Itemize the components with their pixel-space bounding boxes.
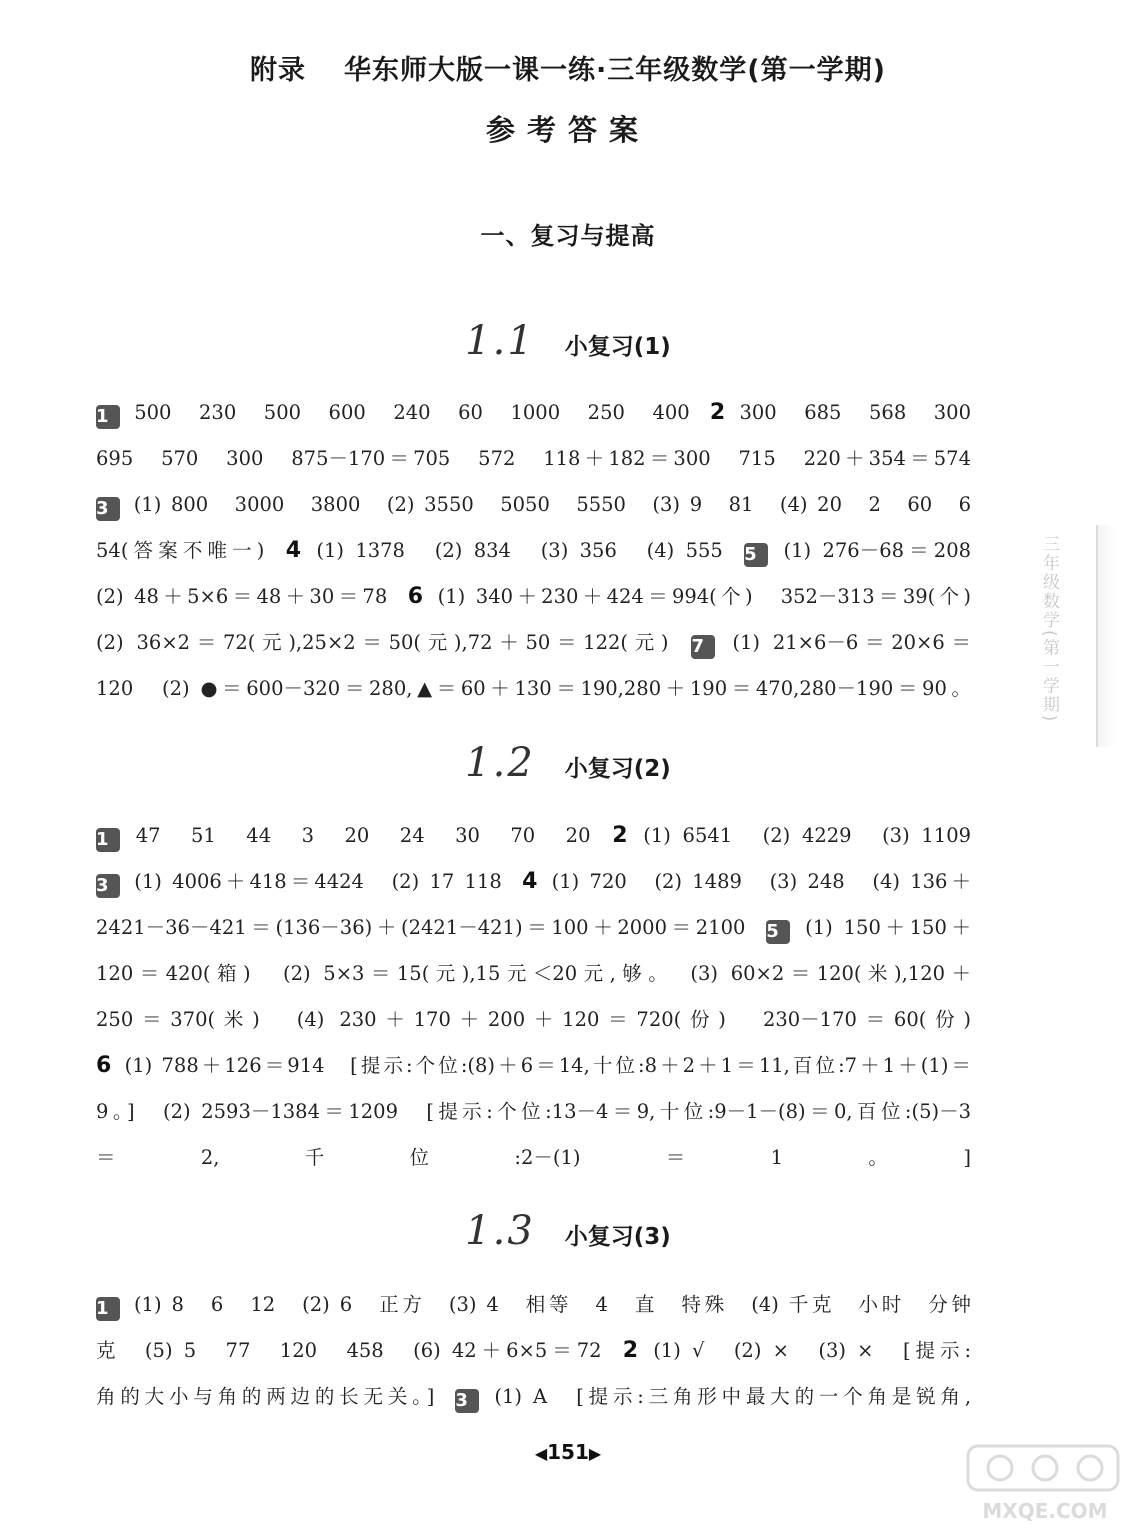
answer-line xyxy=(96,482,981,528)
answer-text: 克 (5) 5 77 120 458 (6) 42＋6×5＝72 xyxy=(96,1339,602,1362)
appendix-label: 附录 xyxy=(250,55,307,86)
answer-line xyxy=(96,859,981,905)
answer-line xyxy=(96,666,981,712)
question-number-badge: 7 xyxy=(691,635,715,659)
answers-title: 参考答案 xyxy=(485,113,650,147)
question-number-badge: 3 xyxy=(96,497,120,521)
lesson-title: 小复习(3) xyxy=(564,1224,671,1250)
answer-text: (2) 48＋5×6＝48＋30＝78 xyxy=(96,585,388,608)
lesson-number: 1.2 xyxy=(465,740,535,786)
page-number-value: 151 xyxy=(547,1440,589,1464)
answer-text: 500 230 500 600 240 60 1000 250 400 xyxy=(134,401,690,424)
answer-line xyxy=(96,951,981,997)
answer-text: (1) 720 (2) 1489 (3) 248 (4) 136＋ xyxy=(551,870,972,893)
answer-text: (2) 36×2＝72(元),25×2＝50(元),72＋50＝122(元) xyxy=(96,631,669,654)
question-number-badge: 6 xyxy=(407,584,424,609)
right-arrow-icon: ▶ xyxy=(588,1444,602,1463)
section-title: 一、复习与提高 xyxy=(480,222,656,250)
question-number-badge: 1 xyxy=(96,828,120,852)
answer-line xyxy=(96,1089,981,1135)
question-number-badge: 6 xyxy=(96,1053,112,1078)
answer-text: 120＝420(箱) (2) 5×3＝15(元),15元＜20元,够。 (3) 60×2＝120(米),120＋ xyxy=(96,962,971,985)
lesson-number: 1.3 xyxy=(465,1208,535,1254)
answer-line xyxy=(96,1043,981,1089)
lesson-heading-1-2 xyxy=(0,740,1136,786)
question-number-badge: 5 xyxy=(766,920,790,944)
answer-text: ＝2,千位:2－(1)＝1。] xyxy=(96,1146,971,1169)
answer-line xyxy=(96,390,981,436)
answer-text: 2421－36－421＝(136－36)＋(2421－421)＝100＋2000＝2100 xyxy=(96,916,746,939)
lesson-title: 小复习(2) xyxy=(564,756,671,782)
watermark-logo xyxy=(960,1440,1130,1530)
answer-line xyxy=(96,813,981,859)
answer-text: (1) 800 3000 3800 (2) 3550 5050 5550 (3) 9 81 (4) 20 2 60 6 xyxy=(133,493,971,516)
question-number-badge: 2 xyxy=(622,1338,639,1363)
answer-text: 120 (2) ●＝600－320＝280,▲＝60＋130＝190,280＋190＝470,280－190＝90。 xyxy=(96,677,971,700)
question-number-badge: 4 xyxy=(285,538,302,563)
answer-text: 47 51 44 3 20 24 30 70 20 xyxy=(135,824,591,847)
answer-text: (1) 1378 (2) 834 (3) 356 (4) 555 xyxy=(316,539,723,562)
question-number-badge: 2 xyxy=(612,823,628,848)
answer-line xyxy=(96,905,981,951)
book-title: 华东师大版一课一练·三年级数学(第一学期) xyxy=(344,55,886,86)
answer-text: (1) 340＋230＋424＝994(个) 352－313＝39(个) xyxy=(437,585,972,608)
answer-line xyxy=(96,1282,981,1328)
answer-text: 角的大小与角的两边的长无关。] xyxy=(96,1385,435,1408)
lesson-1-2-answers xyxy=(96,813,981,1181)
answer-line xyxy=(96,620,981,666)
answer-line xyxy=(96,1135,981,1181)
question-number-badge: 4 xyxy=(522,869,538,894)
answer-line xyxy=(96,1374,981,1420)
left-arrow-icon: ◀ xyxy=(534,1444,548,1463)
svg-text:MXQE.COM: MXQE.COM xyxy=(982,1499,1108,1523)
answer-text: (1) √ (2) × (3) × [提示: xyxy=(653,1339,972,1362)
side-tab xyxy=(1096,525,1116,747)
question-number-badge: 1 xyxy=(96,405,120,429)
lesson-title: 小复习(1) xyxy=(564,334,671,360)
book-header xyxy=(0,48,1136,87)
question-number-badge: 1 xyxy=(96,1297,120,1321)
question-number-badge: 3 xyxy=(96,874,120,898)
answer-line xyxy=(96,436,981,482)
answer-text: (1) 8 6 12 (2) 6 正方 (3) 4 相等 4 直 特殊 (4) 千克 小时 分钟 xyxy=(133,1293,971,1316)
answer-line xyxy=(96,1328,981,1374)
answer-text: 300 685 568 300 xyxy=(739,401,971,424)
lesson-heading-1-1 xyxy=(0,318,1136,364)
lesson-1-3-answers xyxy=(96,1282,981,1420)
answer-text: (1) 150＋150＋ xyxy=(805,916,972,939)
answer-text: (1) 788＋126＝914 [提示:个位:(8)＋6＝14,十位:8＋2＋1＝11,百位:7＋1＋(1)＝ xyxy=(124,1054,972,1077)
lesson-1-1-answers xyxy=(96,390,981,712)
answer-text: (1) 6541 (2) 4229 (3) 1109 xyxy=(643,824,972,847)
answer-text: 9。] (2) 2593－1384＝1209 [提示:个位:13－4＝9,十位:9－1－(8)＝0,百位:(5)－3 xyxy=(96,1100,971,1123)
answer-line xyxy=(96,528,981,574)
answer-line xyxy=(96,574,981,620)
answer-text: (1) A [提示:三角形中最大的一个角是锐角, xyxy=(494,1385,972,1408)
answer-text: 250＝370(米) (4) 230＋170＋200＋120＝720(份) 230－170＝60(份) xyxy=(96,1008,971,1031)
answer-text: 695 570 300 875－170＝705 572 118＋182＝300 715 220＋354＝574 xyxy=(96,447,971,470)
answer-text: (1) 21×6－6＝20×6＝ xyxy=(732,631,972,654)
lesson-heading-1-3 xyxy=(0,1208,1136,1254)
question-number-badge: 2 xyxy=(709,400,726,425)
answer-line xyxy=(96,997,981,1043)
answer-text: (1) 4006＋418＝4424 (2) 17 118 xyxy=(134,870,502,893)
answer-text: (1) 276－68＝208 xyxy=(783,539,972,562)
lesson-number: 1.1 xyxy=(465,318,535,364)
question-number-badge: 5 xyxy=(744,543,768,567)
question-number-badge: 3 xyxy=(455,1389,479,1413)
side-label: 三年级数学(第一学期) xyxy=(1039,535,1059,724)
answer-text: 54(答案不唯一) xyxy=(96,539,265,562)
